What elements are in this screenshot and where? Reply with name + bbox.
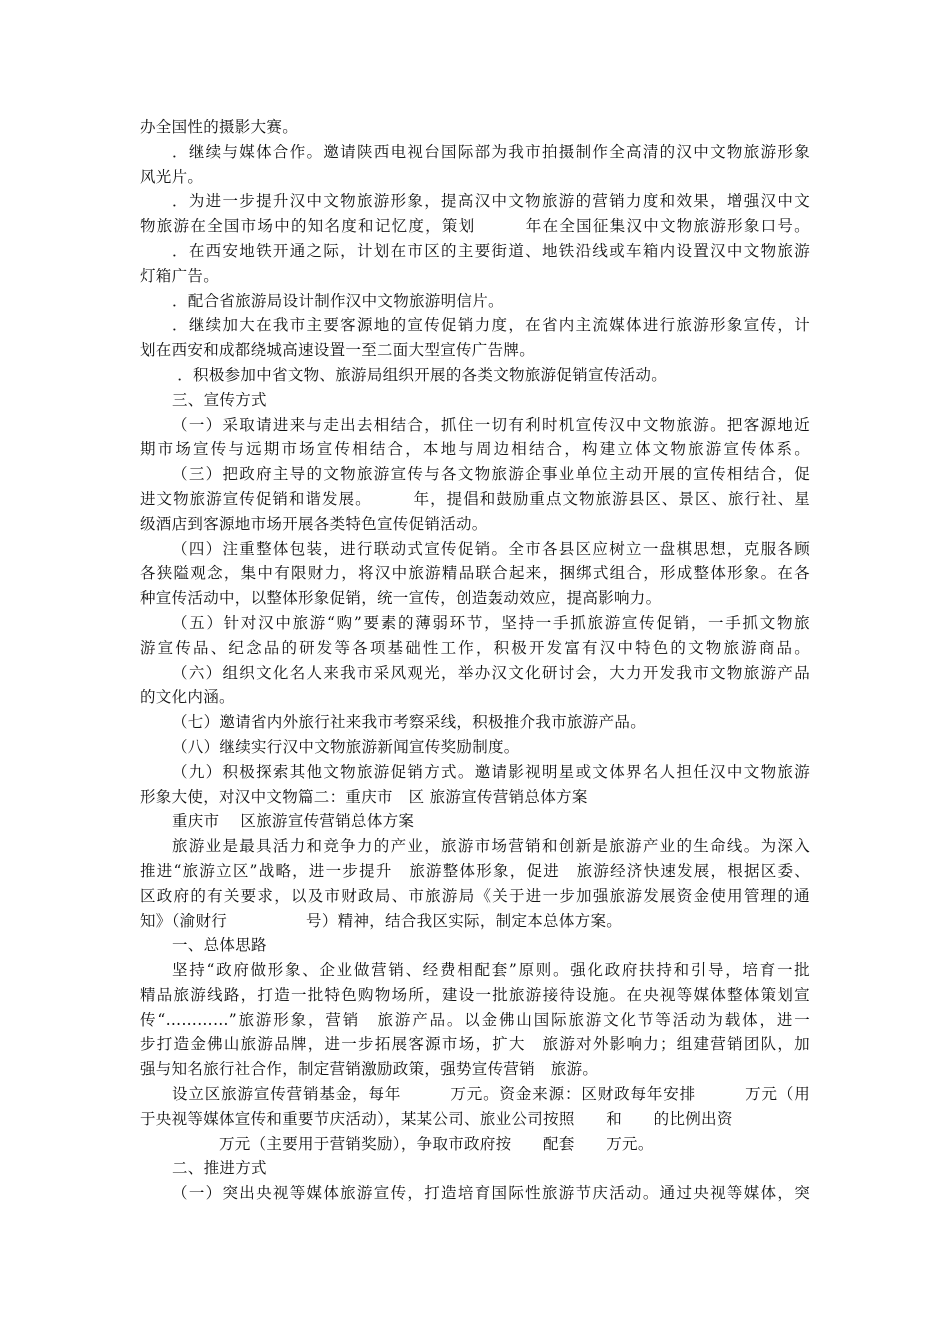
text-line: 物旅游在全国市场中的知名度和记忆度，策划 年在全国征集汉中文物旅游形象口号。 [140, 217, 810, 236]
text-line: 办全国性的摄影大赛。 [140, 118, 299, 136]
text-line: （八）继续实行汉中文物旅游新闻宣传奖励制度。 [172, 737, 520, 756]
text-line: 强与知名旅行社合作，制定营销激励政策，强势宣传营销 旅游。 [140, 1060, 599, 1079]
text-line: 旅游业是最具活力和竞争力的产业，旅游市场营销和创新是旅游产业的生命线。为深入 [172, 837, 810, 856]
text-line: 期市场宣传与远期市场宣传相结合，本地与周边相结合，构建立体文物旅游宣传体系。 [140, 440, 810, 459]
text-line: 步打造金佛山旅游品牌，进一步拓展客源市场，扩大 旅游对外影响力；组建营销团队，加 [140, 1035, 810, 1054]
text-line: 设立区旅游宣传营销基金，每年 万元。资金来源：区财政每年安排 万元（用 [172, 1085, 810, 1104]
text-line: ．继续加大在我市主要客源地的宣传促销力度，在省内主流媒体进行旅游形象宣传，计 [172, 316, 810, 335]
text-line: 种宣传活动中，以整体形象促销，统一宣传，创造轰动效应，提高影响力。 [140, 589, 662, 608]
text-line: 万元（主要用于营销奖励），争取市政府按 配套 万元。 [140, 1134, 654, 1153]
text-line: （一）采取请进来与走出去相结合，抓住一切有利时机宣传汉中文物旅游。把客源地近 [172, 415, 810, 434]
text-line: （六）组织文化名人来我市采风观光，举办汉文化研讨会，大力开发我市文物旅游产品 [172, 663, 810, 682]
text-line: 推进“旅游立区”战略，进一步提升 旅游整体形象，促进 旅游经济快速发展，根据区委、 [140, 861, 810, 880]
text-line: 风光片。 [140, 167, 204, 186]
text-line: 精品旅游线路，打造一批特色购物场所，建设一批旅游接待设施。在央视等媒体整体策划宣 [140, 985, 810, 1004]
text-line: 的文化内涵。 [140, 688, 235, 707]
text-line: ．在西安地铁开通之际，计划在市区的主要街道、地铁沿线或车箱内设置汉中文物旅游 [172, 241, 810, 260]
text-line: 形象大使，对汉中文物篇二：重庆市 区 旅游宣传营销总体方案 [140, 787, 588, 806]
text-line: 区政府的有关要求，以及市财政局、市旅游局《关于进一步加强旅游发展资金使用管理的通 [140, 886, 810, 905]
text-line: 知》（渝财行 号）精神，结合我区实际，制定本总体方案。 [140, 911, 623, 930]
text-line: 二、推进方式 [172, 1159, 267, 1178]
text-line: 进文物旅游宣传促销和谐发展。 年，提倡和鼓励重点文物旅游县区、景区、旅行社、星 [140, 489, 810, 508]
text-line: 一、总体思路 [172, 936, 267, 955]
text-line: （一）突出央视等媒体旅游宣传，打造培育国际性旅游节庆活动。通过央视等媒体，突 [172, 1184, 810, 1203]
text-line: 级酒店到客源地市场开展各类特色宣传促销活动。 [140, 514, 488, 533]
text-line: ．配合省旅游局设计制作汉中文物旅游明信片。 [172, 291, 504, 310]
text-line: 划在西安和成都绕城高速设置一至二面大型宣传广告牌。 [140, 341, 536, 360]
text-line: ．为进一步提升汉中文物旅游形象，提高汉中文物旅游的营销力度和效果，增强汉中文 [172, 192, 810, 211]
text-line: ．继续与媒体合作。邀请陕西电视台国际部为我市拍摄制作全高清的汉中文物旅游形象 [172, 142, 810, 161]
text-line: （七）邀请省内外旅行社来我市考察采线，积极推介我市旅游产品。 [172, 713, 647, 732]
text-line: 三、宣传方式 [172, 390, 267, 409]
text-line: （四）注重整体包装，进行联动式宣传促销。全市各县区应树立一盘棋思想，克服各顾 [172, 539, 810, 558]
text-line: （五）针对汉中旅游“购”要素的薄弱环节，坚持一手抓旅游宣传促销，一手抓文物旅 [172, 613, 810, 632]
text-line: 游宣传品、纪念品的研发等各项基础性工作，积极开发富有汉中特色的文物旅游商品。 [140, 638, 810, 657]
document-body [140, 115, 810, 1206]
text-line: 坚持“政府做形象、企业做营销、经费相配套”原则。强化政府扶持和引导，培育一批 [172, 961, 810, 980]
text-line: （九）积极探索其他文物旅游促销方式。邀请影视明星或文体界名人担任汉中文物旅游 [172, 762, 810, 781]
text-line: 灯箱广告。 [140, 266, 220, 285]
text-line: 传“…………”旅游形象，营销 旅游产品。以金佛山国际旅游文化节等活动为载体，进一 [140, 1010, 810, 1029]
text-line: 各狭隘观念，集中有限财力，将汉中旅游精品联合起来，捆绑式组合，形成整体形象。在各 [140, 564, 810, 583]
text-line: 重庆市 区旅游宣传营销总体方案 [172, 812, 415, 831]
text-line: 于央视等媒体宣传和重要节庆活动），某某公司、旅业公司按照 和 的比例出资 [140, 1109, 733, 1128]
text-line: ．积极参加中省文物、旅游局组织开展的各类文物旅游促销宣传活动。 [172, 365, 668, 384]
text-line: （三）把政府主导的文物旅游宣传与各文物旅游企事业单位主动开展的宣传相结合，促 [172, 465, 810, 484]
